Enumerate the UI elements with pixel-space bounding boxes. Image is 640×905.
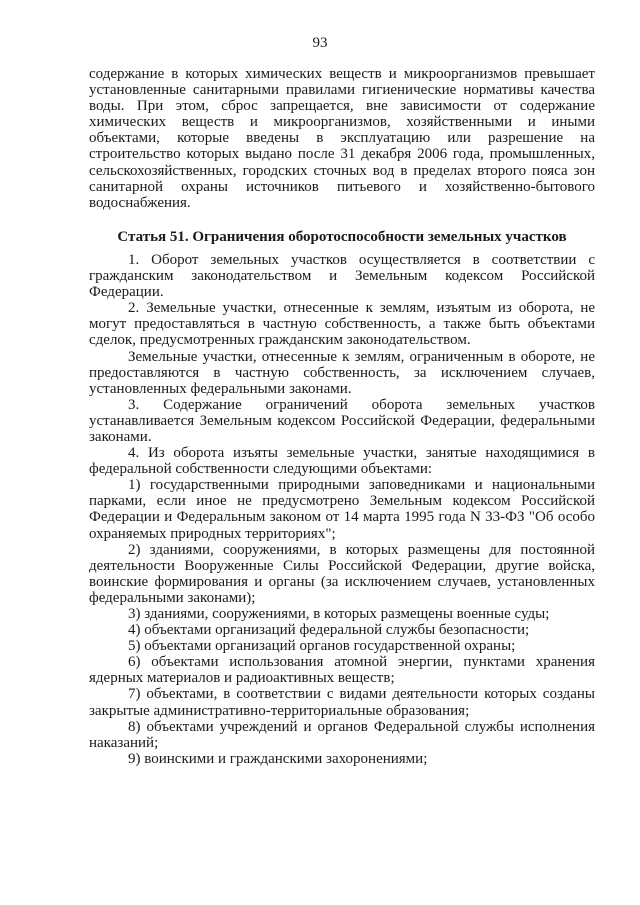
article-item: 4. Из оборота изъяты земельные участки, занятые находящимися в федеральной собственности следующими объектами: [89,445,595,478]
article-item: Земельные участки, отнесенные к землям, ограниченным в обороте, не предоставляются в частную собственность, за исключением случаев, установленных федеральными законами. [89,348,595,397]
article-subitem: 2) зданиями, сооружениями, в которых размещены для постоянной деятельности Вооруженные Силы Российской Федерации, другие войска, воинские формирования и органы (за исключением случаев, установленных федеральными законами); [89,541,595,606]
paragraph-continuation: содержание в которых химических веществ и микроорганизмов превышает установленные санитарными правилами гигиенические нормативы качества воды. При этом, сброс запрещается, вне зависимости от содержание химических веществ и микроорганизмов, хозяйственными и иными объектами, которые введены в эксплуатацию или разрешение на строительство которых выдано после 31 декабря 2006 года, промышленных, сельскохозяйственных, городских сточных вод в пределах второго пояса зон санитарной охраны источников питьевого и хозяйственно-бытового водоснабжения. [89,66,595,211]
article-item: 1. Оборот земельных участков осуществляется в соответствии с гражданским законодательством и Земельным кодексом Российской Федерации. [89,251,595,301]
article-subitem: 5) объектами организаций органов государственной охраны; [128,638,516,655]
article-item: 2. Земельные участки, отнесенные к землям, изъятым из оборота, не могут предоставляться в частную собственность, а также быть объектами сделок, предусмотренных гражданским законодательством. [89,300,595,349]
article-subitem: 7) объектами, в соответствии с видами деятельности которых созданы закрытые административно-территориальные образования; [89,686,595,719]
article-subitem: 1) государственными природными заповедниками и национальными парками, если иное не предусмотрено Земельным кодексом Российской Федерации и Федеральным законом от 14 марта 1995 года N 33-ФЗ "Об особо охраняемых природных территориях"; [89,477,595,542]
article-heading: Статья 51. Ограничения оборотоспособности земельных участков [117,228,567,245]
article-subitem: 4) объектами организаций федеральной службы безопасности; [128,622,530,639]
article-subitem: 9) воинскими и гражданскими захоронениями; [128,750,428,767]
article-subitem: 8) объектами учреждений и органов Федеральной службы исполнения наказаний; [89,718,595,751]
article-subitem: 3) зданиями, сооружениями, в которых размещены военные суды; [128,606,550,622]
article-item: 3. Содержание ограничений оборота земельных участков устанавливается Земельным кодексом Российской Федерации, федеральными законами. [89,396,595,445]
page-number: 93 [312,35,328,51]
document-body [89,66,595,767]
article-subitem: 6) объектами использования атомной энергии, пунктами хранения ядерных материалов и радиоактивных веществ; [89,654,595,687]
